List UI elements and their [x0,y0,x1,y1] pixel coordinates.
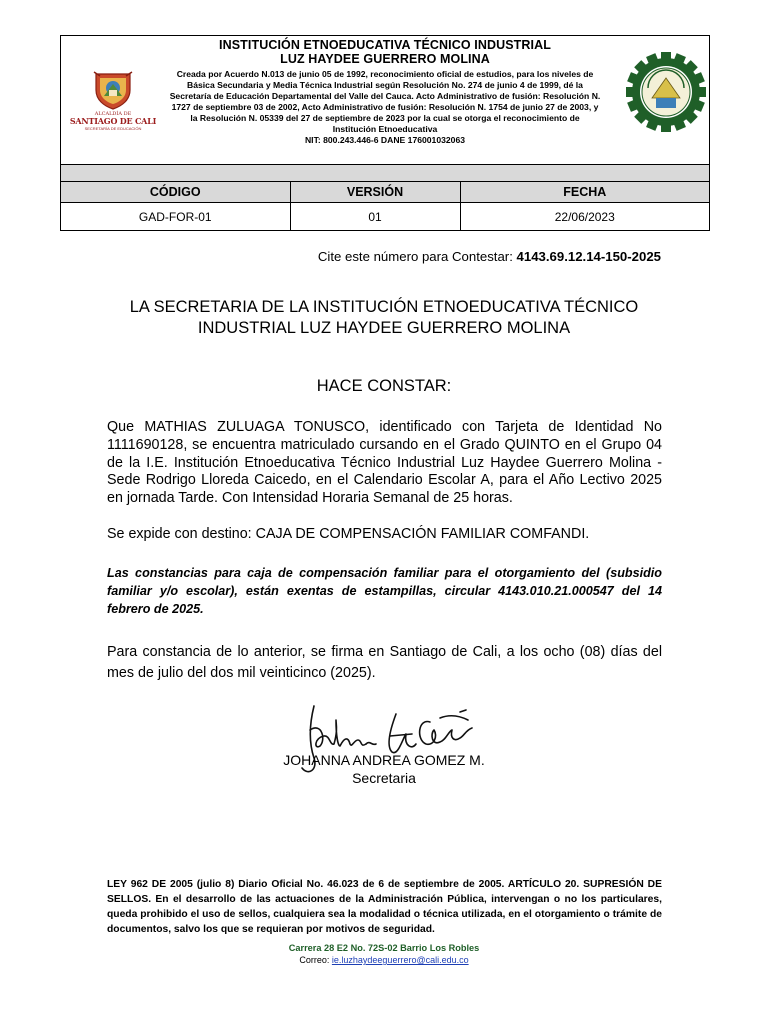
document-title: LA SECRETARIA DE LA INSTITUCIÓN ETNOEDUCATIVA TÉCNICO INDUSTRIAL LUZ HAYDEE GUERRERO MOLINA [129,298,639,337]
paragraph-destination: Se expide con destino: CAJA DE COMPENSACIÓN FAMILIAR COMFANDI. [107,526,590,542]
institution-name-line1: INSTITUCIÓN ETNOEDUCATIVA TÉCNICO INDUSTRIAL [219,38,551,52]
table-header-row [61,182,709,203]
seal-text-secretaria: SECRETARÍA DE EDUCACIÓN [84,125,142,131]
seal-text-alcaldia: ALCALDÍA DE [94,110,132,117]
school-crest-logo [626,52,706,132]
footer-legal-note: LEY 962 DE 2005 (julio 8) Diario Oficial No. 46.023 de 6 de septiembre de 2005. ARTÍCULO 20. SUPRESIÓN DE SELLOS. En el desarrollo de las actuaciones de la Administración Pública, intervengan o no los particulares, queda prohibido el uso de sellos, cualquiera sea la modalidad o técnica utilizada, en el otorgamiento o trámite de documentos, salvo los que se requieran por motivos de seguridad. [107,879,662,935]
email-label: Correo: [299,955,332,965]
table-row [61,203,709,231]
cite-number: 4143.69.12.14-150-2025 [516,249,661,264]
col-header-codigo: CÓDIGO [61,182,290,203]
institution-block [165,38,605,146]
institution-nit: NIT: 800.243.446-6 DANE 176001032063 [304,135,466,145]
institution-name-line2: LUZ HAYDEE GUERRERO MOLINA [280,52,490,66]
hace-constar-heading: HACE CONSTAR: [316,377,452,395]
shield-icon [92,70,134,110]
cite-label: Cite este número para Contestar: [317,249,517,264]
signatory-name: JOHANNA ANDREA GOMEZ M. [283,752,485,768]
paragraph-signing-date: Para constancia de lo anterior, se firma en Santiago de Cali, a los ocho (08) días del mes de julio del dos mil veinticinco (2025). [107,644,662,681]
cali-seal-logo [61,36,165,164]
gear-crest-icon [626,52,706,132]
cell-version: 01 [290,203,460,231]
paragraph-exemption-note: Las constancias para caja de compensación familiar para el otorgamiento del (subsidio familiar y/o escolar), están exentas de estampillas, circular 4143.010.21.000547 del 14 febrero de 2025. [107,566,662,616]
header-top [61,36,709,164]
email-link[interactable]: ie.luzhaydeeguerrero@cali.edu.co [331,955,469,965]
cell-fecha: 22/06/2023 [554,209,615,224]
footer-address: Carrera 28 E2 No. 72S-02 Barrio Los Robles [288,943,480,953]
header-gray-band [61,164,709,182]
paragraph-student-info: Que MATHIAS ZULUAGA TONUSCO, identificado con Tarjeta de Identidad No 1111690128, se encuentra matriculado cursando en el Grado QUINTO en el Grupo 04 de la I.E. Institución Etnoeducativa Técnico Industrial Luz Haydee Guerrero Molina - Sede Rodrigo Lloreda Caicedo, en el Calendario Escolar A, para el Año Lectivo 2025 en jornada Tarde. Con Intensidad Horaria Semanal de 25 horas. [107,419,662,507]
cell-codigo: GAD-FOR-01 [61,203,290,231]
col-header-fecha: FECHA [460,182,709,203]
col-header-version: VERSIÓN [290,182,460,203]
seal-text-city: SANTIAGO DE CALI [69,115,157,126]
footer-email-line [100,955,668,965]
signatory-role: Secretaria [352,770,416,786]
document-header [60,35,710,231]
institution-description: Creada por Acuerdo N.013 de junio 05 de 1992, reconocimiento oficial de estudios, para los niveles de Básica Secundaria y Media Técnica Industrial según Resolución No. 274 de junio 4 de 1999, dé la Secretaría de Educación Departamental del Valle del Cauca. Acto Administrativo de fusión: Resolución N. 1727 de septiembre 03 de 2002, Acto Administrativo de fusión: Resolución N. 1754 de junio 27 de 2003, y la Resolución N. 05339 del 27 de septiembre de 2023 por la cual se otorga el reconocimiento de Institución Etnoeducativa [169,69,601,134]
cite-reference [300,249,661,264]
document-control-table [61,182,709,230]
